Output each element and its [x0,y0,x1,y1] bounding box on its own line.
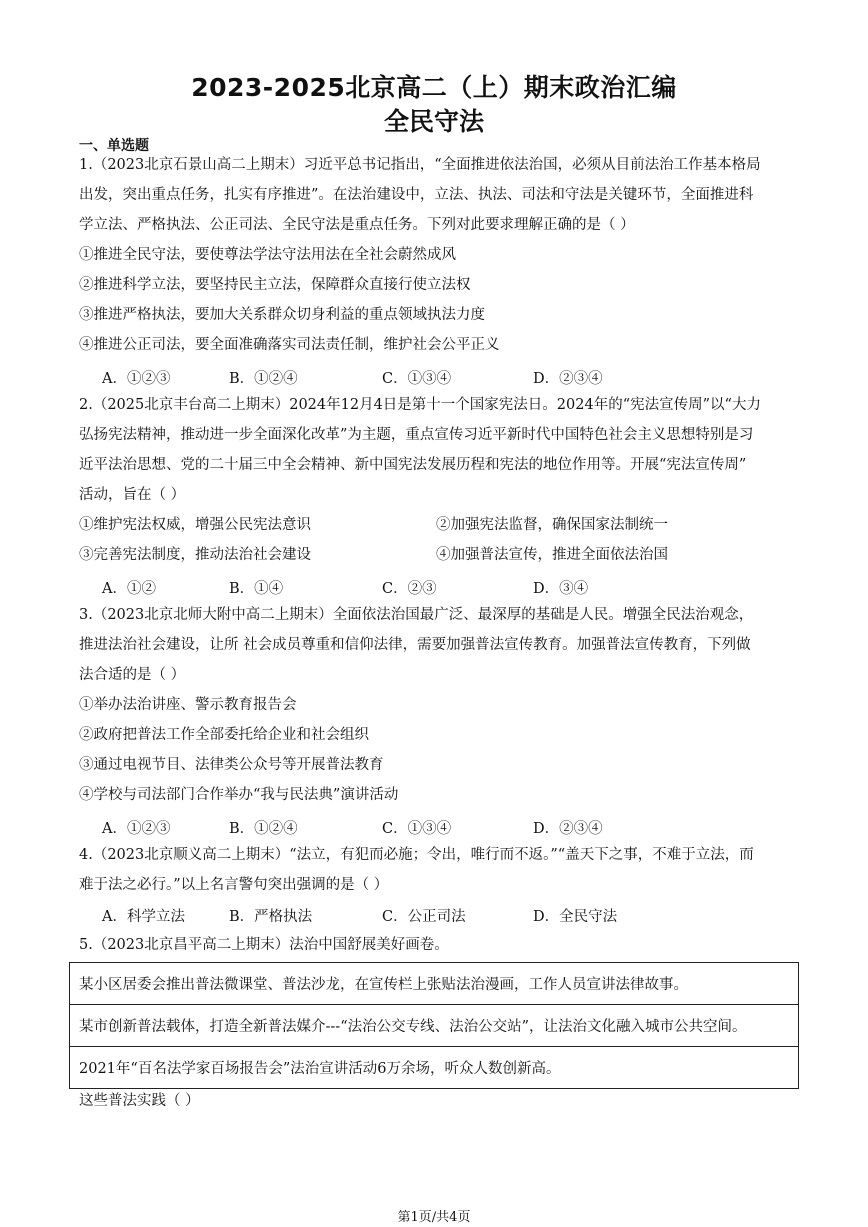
q2-option-a[interactable]: A．①② [102,581,156,597]
q3-statement: ①举办法治讲座、警示教育报告会 [79,697,297,713]
q2-stem-line: 活动，旨在（ ） [79,487,186,503]
q4-stem-line: 4.（2023北京顺义高二上期末）“法立，有犯而必施；令出，唯行而不返。”“盖天下之事，不难于立法，而 [79,847,754,863]
page-footer: 第1页/共4页 [397,1210,471,1225]
q1-option-a[interactable]: A．①②③ [102,371,171,387]
q1-statement: ②推进科学立法，要坚持民主立法，保障群众直接行使立法权 [79,277,471,293]
table-cell: 2021年“百名法学家百场报告会”法治宣讲活动6万余场，听众人数创新高。 [70,1047,799,1089]
q3-statement: ③通过电视节目、法律类公众号等开展普法教育 [79,757,384,773]
q1-statement: ①推进全民守法，要使尊法学法守法用法在全社会蔚然成风 [79,247,456,263]
q2-statement-row [79,545,779,565]
q3-option-c[interactable]: C．①③④ [382,821,452,837]
table-row [70,1047,799,1089]
q3-stem-line: 3.（2023北京北师大附中高二上期末）全面依法治国最广泛、最深厚的基础是人民。增强全民法治观念， [79,607,754,623]
q2-statement: ②加强宪法监督，确保国家法制统一 [436,517,668,533]
q4-option-c[interactable]: C．公正司法 [382,909,466,925]
q1-stem-line: 1.（2023北京石景山高二上期末）习近平总书记指出，“全面推进依法治国，必须从目前法治工作基本格局 [79,157,761,173]
q2-statement: ④加强普法宣传，推进全面依法治国 [436,547,668,563]
q2-stem-line: 近平法治思想、党的二十届三中全会精神、新中国宪法发展历程和宪法的地位作用等。开展“宪法宣传周” [79,457,747,473]
q2-option-d[interactable]: D．③④ [533,581,589,597]
q4-option-d[interactable]: D．全民守法 [533,909,618,925]
q4-option-b[interactable]: B．严格执法 [229,909,313,925]
q5-question: 这些普法实践（ ） [79,1093,200,1109]
table-cell: 某小区居委会推出普法微课堂、普法沙龙，在宣传栏上张贴法治漫画，工作人员宣讲法律故事。 [70,963,799,1005]
q2-stem-line: 弘扬宪法精神，推动进一步全面深化改革”为主题，重点宣传习近平新时代中国特色社会主义思想特别是习 [79,427,754,443]
section-heading: 一、单选题 [79,138,149,154]
q3-option-d[interactable]: D．②③④ [533,821,603,837]
q3-stem-line: 法合适的是（ ） [79,667,186,683]
q3-statement: ④学校与司法部门合作举办“我与民法典”演讲活动 [79,787,399,803]
q5-material-table [69,962,799,1089]
q2-option-c[interactable]: C．②③ [382,581,437,597]
q1-statement: ③推进严格执法，要加大关系群众切身利益的重点领域执法力度 [79,307,485,323]
q1-option-b[interactable]: B．①②④ [229,371,298,387]
q3-statement: ②政府把普法工作全部委托给企业和社会组织 [79,727,369,743]
q5-stem-line: 5.（2023北京昌平高二上期末）法治中国舒展美好画卷。 [79,937,449,953]
table-cell: 某市创新普法载体，打造全新普法媒介---“法治公交专线、法治公交站”，让法治文化融入城市公共空间。 [70,1005,799,1047]
table-row [70,963,799,1005]
q4-stem-line: 难于法之必行。”以上名言警句突出强调的是（ ） [79,877,389,893]
q2-statement: ③完善宪法制度，推动法治社会建设 [79,547,311,563]
q2-stem-line: 2.（2025北京丰台高二上期末）2024年12月4日是第十一个国家宪法日。2024年的“宪法宣传周”以“大力 [79,397,761,413]
page-title: 2023-2025北京高二（上）期末政治汇编 [191,73,677,102]
q1-option-c[interactable]: C．①③④ [382,371,452,387]
q4-option-a[interactable]: A．科学立法 [102,909,185,925]
q3-option-b[interactable]: B．①②④ [229,821,298,837]
q2-statement: ①维护宪法权威，增强公民宪法意识 [79,517,311,533]
q1-option-d[interactable]: D．②③④ [533,371,603,387]
q1-stem-line: 学立法、严格执法、公正司法、全民守法是重点任务。下列对此要求理解正确的是（ ） [79,217,635,233]
q2-option-b[interactable]: B．①④ [229,581,284,597]
q2-statement-row [79,515,779,535]
table-row [70,1005,799,1047]
q3-option-a[interactable]: A．①②③ [102,821,171,837]
q3-stem-line: 推进法治社会建设，让所 社会成员尊重和信仰法律，需要加强普法宣传教育。加强普法宣传教育，下列做 [79,637,751,653]
q1-stem-line: 出发，突出重点任务，扎实有序推进”。在法治建设中，立法、执法、司法和守法是关键环节，全面推进科 [79,187,754,203]
q1-statement: ④推进公正司法，要全面准确落实司法责任制，维护社会公平正义 [79,337,500,353]
page-subtitle: 全民守法 [383,107,484,136]
